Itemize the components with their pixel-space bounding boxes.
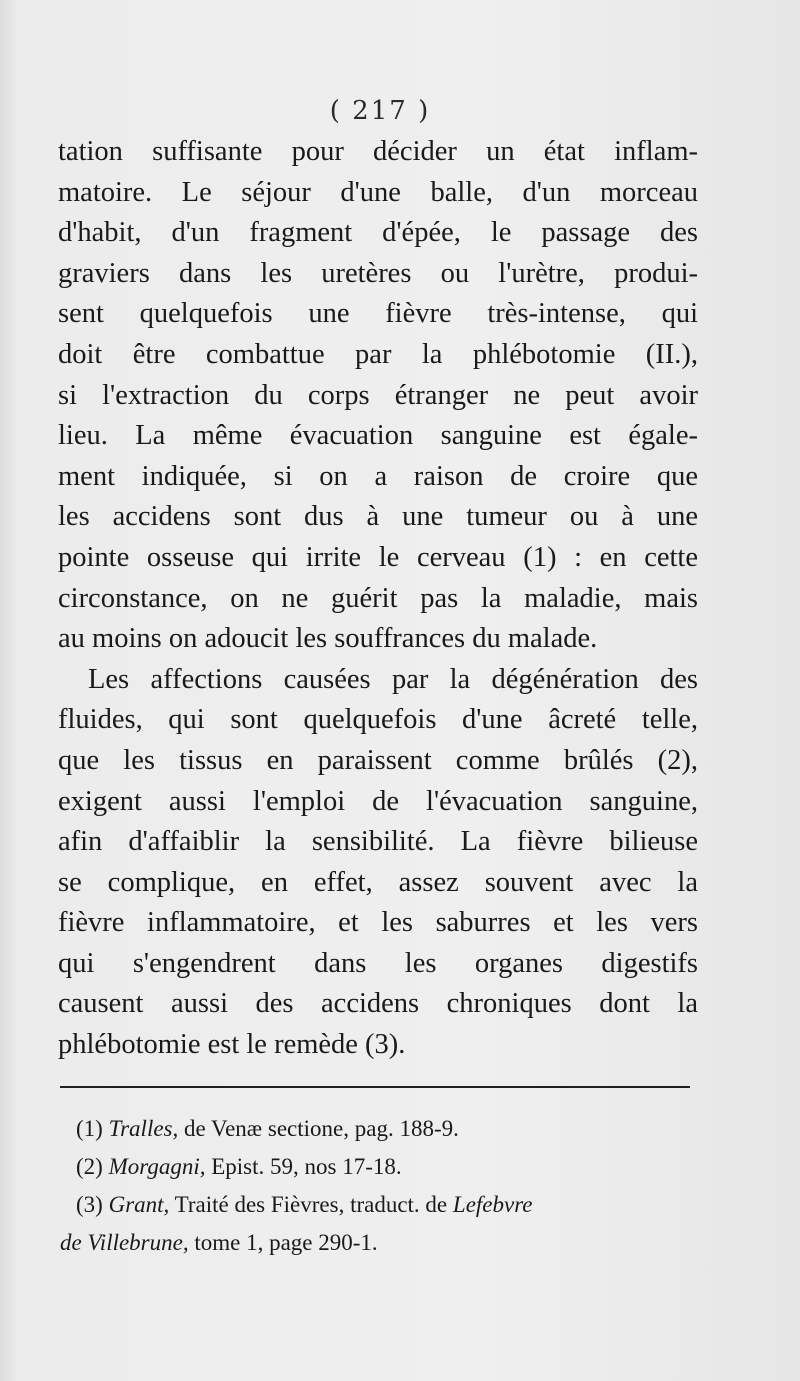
text-line: ment indiquée, si on a raison de croire que xyxy=(58,460,698,492)
footnote-separator xyxy=(60,1086,690,1088)
paragraph-1 xyxy=(58,132,698,660)
footnote-marker: (2) xyxy=(76,1154,103,1179)
footnote-text: de Venæ sectione, pag. 188-9. xyxy=(178,1116,459,1141)
text-line: pointe osseuse qui irrite le cerveau (1) : en cette xyxy=(58,541,698,573)
text-line: doit être combattue par la phlébotomie (II.), xyxy=(58,338,698,370)
text-line: causent aussi des accidens chroniques dont la xyxy=(58,988,698,1020)
text-line: lieu. La même évacuation sanguine est égale- xyxy=(58,420,698,452)
text-line: matoire. Le séjour d'une balle, d'un morceau xyxy=(58,176,698,208)
text-line: afin d'affaiblir la sensibilité. La fièvre bilieuse xyxy=(58,826,698,858)
text-line: d'habit, d'un fragment d'épée, le passage des xyxy=(58,217,698,249)
footnote-1 xyxy=(60,1110,700,1148)
footnote-text: Traité des Fièvres, traduct. de xyxy=(169,1192,453,1217)
footnote-text: Epist. 59, nos 17-18. xyxy=(205,1154,402,1179)
main-text xyxy=(58,132,698,1066)
text-line: Les affections causées par la dégénération des xyxy=(88,663,698,695)
paragraph-2 xyxy=(58,660,698,1066)
text-line: exigent aussi l'emploi de l'évacuation sanguine, xyxy=(58,785,698,817)
footnote-3 xyxy=(60,1186,700,1224)
footnote-3-continuation xyxy=(60,1224,700,1262)
footnote-translator: Lefebvre xyxy=(452,1192,533,1217)
text-line: qui s'engendrent dans les organes digestifs xyxy=(58,947,698,979)
text-line: circonstance, on ne guérit pas la maladie, mais xyxy=(58,582,698,614)
page-number: ( 217 ) xyxy=(329,96,431,126)
footnote-marker: (3) xyxy=(76,1192,103,1217)
footnote-author: Morgagni, xyxy=(108,1154,206,1179)
text-line: si l'extraction du corps étranger ne peut avoir xyxy=(58,379,698,411)
text-line: se complique, en effet, assez souvent avec la xyxy=(58,866,698,898)
footnotes xyxy=(60,1110,700,1262)
text-line: au moins on adoucit les souffrances du malade. xyxy=(58,623,598,655)
text-line: graviers dans les uretères ou l'urètre, produi- xyxy=(58,257,698,289)
footnote-2 xyxy=(60,1148,700,1186)
text-line: fluides, qui sont quelquefois d'une âcreté telle, xyxy=(58,704,698,736)
text-line: que les tissus en paraissent comme brûlés (2), xyxy=(58,744,698,776)
text-line: fièvre inflammatoire, et les saburres et les vers xyxy=(58,907,698,939)
footnote-marker: (1) xyxy=(76,1116,103,1141)
footnote-translator-cont: de Villebrune, xyxy=(60,1230,189,1255)
text-line: tation suffisante pour décider un état inflam- xyxy=(58,136,698,167)
text-line: phlébotomie est le remède (3). xyxy=(58,1029,406,1061)
text-line: sent quelquefois une fièvre très-intense, qui xyxy=(58,298,698,330)
footnote-author: Tralles, xyxy=(108,1116,179,1141)
footnote-text: tome 1, page 290-1. xyxy=(188,1230,378,1255)
text-line: les accidens sont dus à une tumeur ou à une xyxy=(58,501,698,533)
footnote-author: Grant, xyxy=(108,1192,170,1217)
